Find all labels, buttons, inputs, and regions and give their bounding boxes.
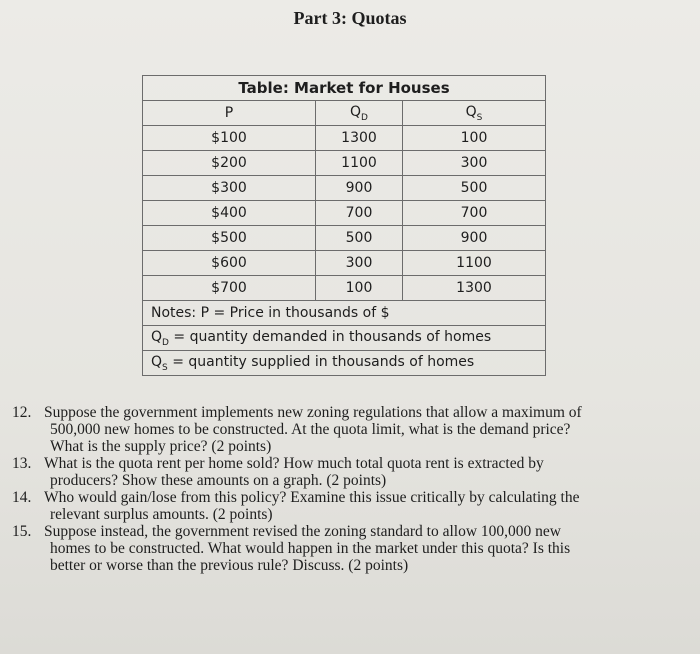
header-qd: $Q_D$ (316, 101, 403, 126)
table-caption-row (143, 76, 546, 101)
note-qs: $Q_S$ = quantity supplied in thousands of homes (143, 351, 546, 376)
note-qd: $Q_D$ = quantity demanded in thousands of homes (143, 326, 546, 351)
table-row (143, 151, 546, 176)
header-p: P (143, 101, 316, 126)
cell-qs: 500 (403, 176, 546, 201)
cell-price: $600 (143, 251, 316, 276)
table-row (143, 251, 546, 276)
cell-price: $300 (143, 176, 316, 201)
table-row (143, 201, 546, 226)
question-number: 14. (12, 489, 32, 506)
question-item (12, 455, 692, 489)
cell-qs: 700 (403, 201, 546, 226)
question-text: Who would gain/lose from this policy? Examine this issue critically by calculating the relevant surplus amounts. (2 points) (44, 489, 580, 523)
cell-qs: 1300 (403, 276, 546, 301)
cell-price: $400 (143, 201, 316, 226)
question-number: 12. (12, 404, 32, 421)
header-qs: $Q_S$ (403, 101, 546, 126)
page-title: Part 3: Quotas (293, 8, 407, 28)
question-text: Suppose instead, the government revised the zoning standard to allow 100,000 new homes to be constructed. What would happen in the market under this quota? Is this better or worse than the previous rule? Discuss. (2 points) (44, 523, 571, 574)
table-note-row (143, 351, 546, 376)
cell-qs: 1100 (403, 251, 546, 276)
table-caption: Table: Market for Houses (143, 76, 546, 101)
cell-qs: 100 (403, 126, 546, 151)
cell-qd: 700 (316, 201, 403, 226)
note-price: Notes: P = Price in thousands of $ (143, 301, 546, 326)
market-table (142, 75, 546, 376)
question-item (12, 404, 692, 455)
cell-qd: 100 (316, 276, 403, 301)
cell-qs: 300 (403, 151, 546, 176)
question-text: Suppose the government implements new zoning regulations that allow a maximum of 500,000 new homes to be constructed. At the quota limit, what is the demand price? What is the supply price? (2 points) (44, 404, 582, 455)
cell-qs: 900 (403, 226, 546, 251)
question-text: What is the quota rent per home sold? How much total quota rent is extracted by producers? Show these amounts on a graph. (2 points) (44, 455, 544, 489)
cell-qd: 1300 (316, 126, 403, 151)
table-header-row (143, 101, 546, 126)
cell-price: $500 (143, 226, 316, 251)
cell-price: $200 (143, 151, 316, 176)
question-list (12, 404, 692, 574)
cell-price: $100 (143, 126, 316, 151)
question-item (12, 523, 692, 574)
question-number: 13. (12, 455, 32, 472)
cell-qd: 500 (316, 226, 403, 251)
cell-qd: 300 (316, 251, 403, 276)
table-row (143, 126, 546, 151)
cell-qd: 1100 (316, 151, 403, 176)
table-row (143, 176, 546, 201)
table-note-row (143, 326, 546, 351)
question-item (12, 489, 692, 523)
table-row (143, 226, 546, 251)
table-row (143, 276, 546, 301)
table-note-row (143, 301, 546, 326)
cell-price: $700 (143, 276, 316, 301)
question-number: 15. (12, 523, 32, 540)
cell-qd: 900 (316, 176, 403, 201)
